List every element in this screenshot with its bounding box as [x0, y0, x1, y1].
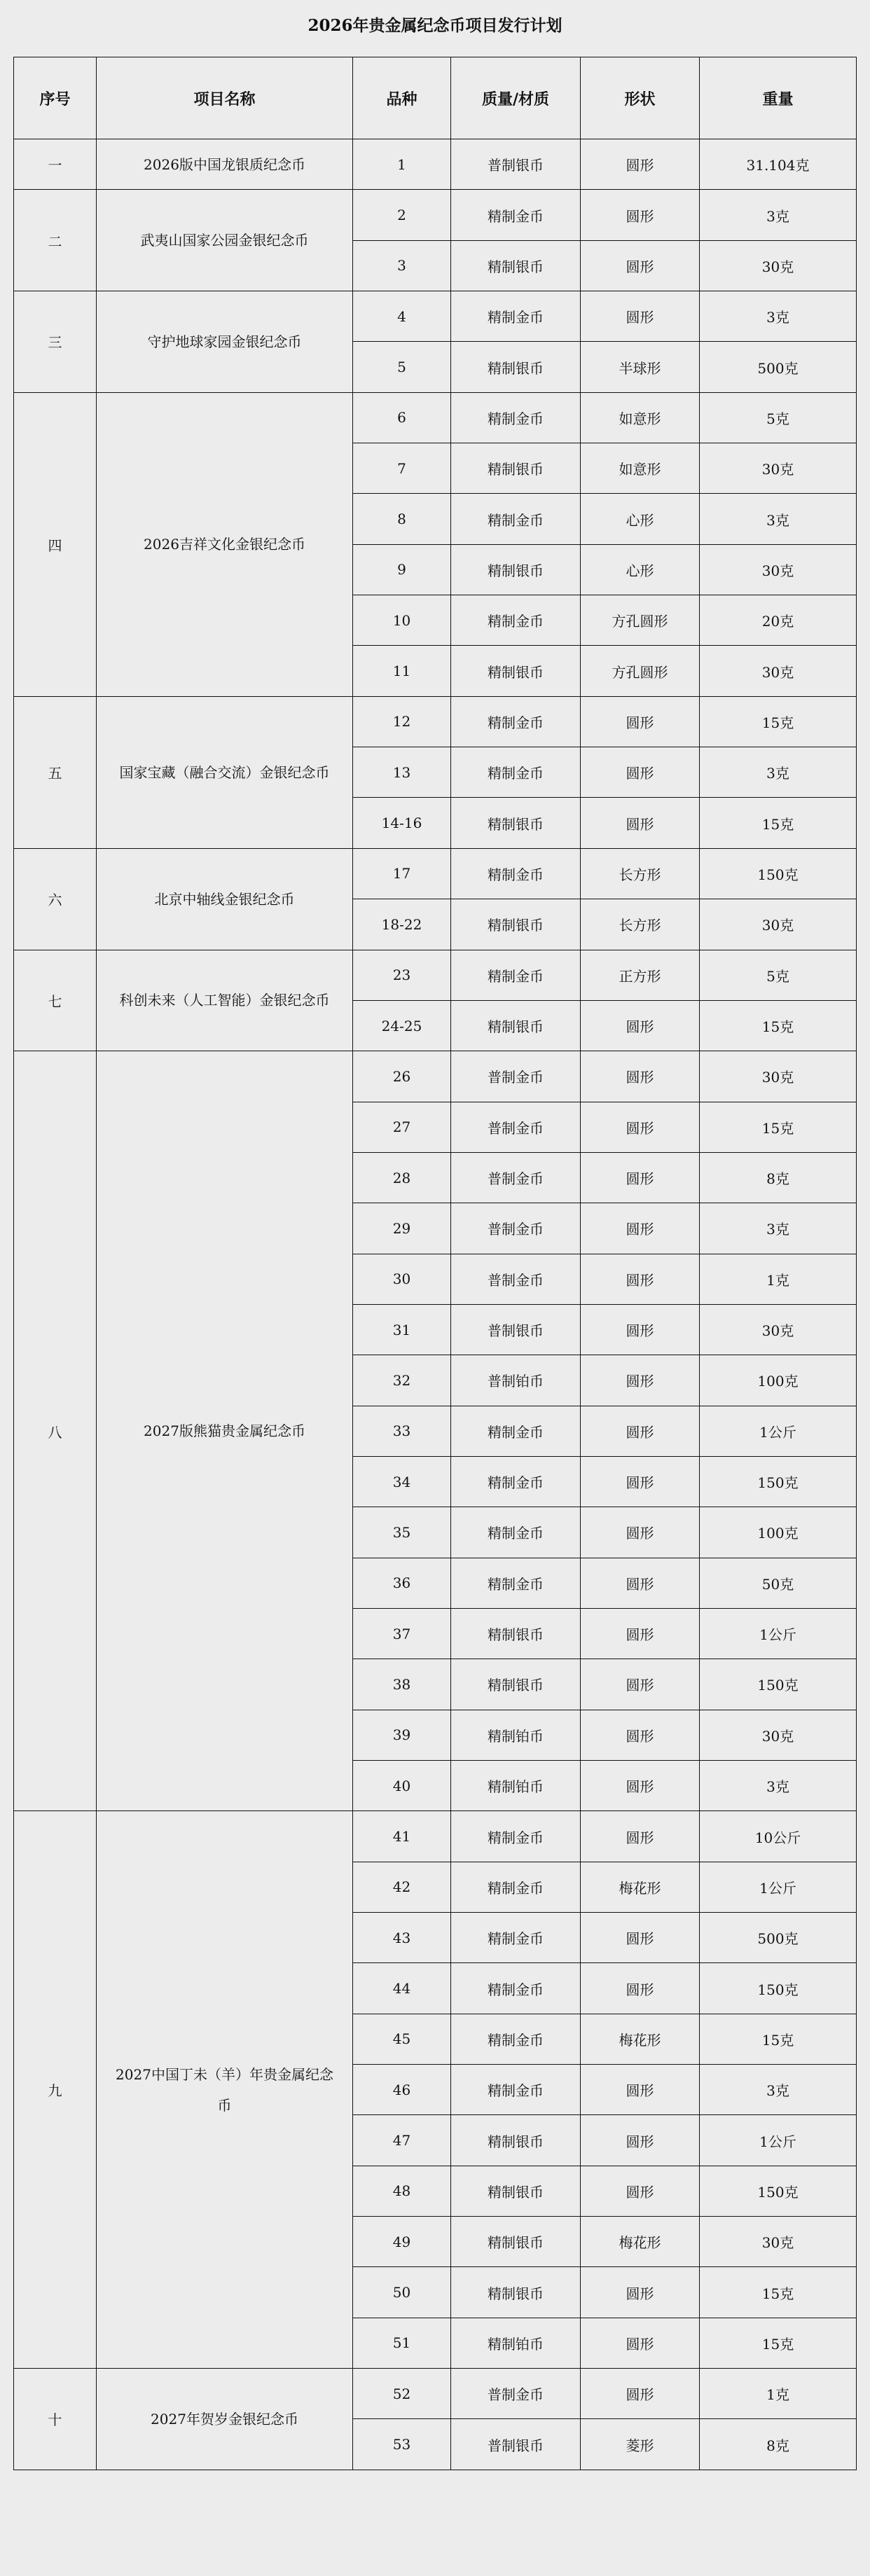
material-cell: 精制金币 [451, 1811, 581, 1862]
shape-cell: 圆形 [581, 240, 700, 291]
weight-cell: 1公斤 [700, 1862, 857, 1912]
weight-cell: 3克 [700, 291, 857, 342]
weight-cell: 8克 [700, 2419, 857, 2470]
material-cell: 精制银币 [451, 1608, 581, 1659]
shape-cell: 心形 [581, 494, 700, 544]
material-cell: 普制金币 [451, 2369, 581, 2419]
shape-cell: 圆形 [581, 798, 700, 848]
shape-cell: 梅花形 [581, 2014, 700, 2064]
variety-cell: 42 [353, 1862, 451, 1912]
variety-cell: 3 [353, 240, 451, 291]
shape-cell: 圆形 [581, 1558, 700, 1608]
weight-cell: 10公斤 [700, 1811, 857, 1862]
weight-cell: 1公斤 [700, 1406, 857, 1456]
material-cell: 精制金币 [451, 2065, 581, 2115]
shape-cell: 圆形 [581, 1507, 700, 1558]
variety-cell: 13 [353, 747, 451, 798]
material-cell: 普制银币 [451, 1304, 581, 1355]
variety-cell: 43 [353, 1913, 451, 1963]
shape-cell: 圆形 [581, 1761, 700, 1811]
weight-cell: 3克 [700, 1203, 857, 1254]
shape-cell: 圆形 [581, 747, 700, 798]
shape-cell: 正方形 [581, 950, 700, 1000]
weight-cell: 1克 [700, 1254, 857, 1304]
weight-cell: 3克 [700, 190, 857, 240]
material-cell: 精制银币 [451, 1659, 581, 1710]
weight-cell: 100克 [700, 1355, 857, 1406]
variety-cell: 27 [353, 1102, 451, 1152]
shape-cell: 菱形 [581, 2419, 700, 2470]
variety-cell: 24-25 [353, 1000, 451, 1051]
material-cell: 普制金币 [451, 1152, 581, 1203]
variety-cell: 8 [353, 494, 451, 544]
header-variety: 品种 [353, 57, 451, 139]
weight-cell: 150克 [700, 2166, 857, 2216]
variety-cell: 47 [353, 2115, 451, 2166]
weight-cell: 15克 [700, 798, 857, 848]
weight-cell: 150克 [700, 848, 857, 899]
shape-cell: 长方形 [581, 848, 700, 899]
shape-cell: 圆形 [581, 1051, 700, 1102]
variety-cell: 10 [353, 595, 451, 646]
variety-cell: 12 [353, 696, 451, 747]
table-row [14, 1811, 857, 1862]
variety-cell: 36 [353, 1558, 451, 1608]
project-index-cell: 九 [14, 1811, 97, 2369]
weight-cell: 5克 [700, 950, 857, 1000]
weight-cell: 3克 [700, 2065, 857, 2115]
variety-cell: 37 [353, 1608, 451, 1659]
shape-cell: 圆形 [581, 1406, 700, 1456]
material-cell: 精制金币 [451, 1456, 581, 1507]
material-cell: 普制金币 [451, 1051, 581, 1102]
variety-cell: 32 [353, 1355, 451, 1406]
project-name-cell: 2027中国丁未（羊）年贵金属纪念币 [97, 1811, 353, 2369]
material-cell: 普制银币 [451, 139, 581, 190]
variety-cell: 51 [353, 2318, 451, 2368]
project-index-cell: 四 [14, 392, 97, 696]
shape-cell: 圆形 [581, 2318, 700, 2368]
table-row [14, 696, 857, 747]
variety-cell: 50 [353, 2267, 451, 2318]
weight-cell: 15克 [700, 2014, 857, 2064]
weight-cell: 31.104克 [700, 139, 857, 190]
material-cell: 精制金币 [451, 494, 581, 544]
shape-cell: 长方形 [581, 899, 700, 950]
variety-cell: 17 [353, 848, 451, 899]
project-name-cell: 北京中轴线金银纪念币 [97, 848, 353, 950]
weight-cell: 3克 [700, 1761, 857, 1811]
variety-cell: 34 [353, 1456, 451, 1507]
shape-cell: 圆形 [581, 1811, 700, 1862]
shape-cell: 方孔圆形 [581, 595, 700, 646]
weight-cell: 30克 [700, 240, 857, 291]
shape-cell: 圆形 [581, 291, 700, 342]
variety-cell: 40 [353, 1761, 451, 1811]
project-name-cell: 科创未来（人工智能）金银纪念币 [97, 950, 353, 1051]
project-index-cell: 二 [14, 190, 97, 291]
issuance-plan-table [13, 57, 857, 2470]
shape-cell: 圆形 [581, 1254, 700, 1304]
project-index-cell: 七 [14, 950, 97, 1051]
shape-cell: 圆形 [581, 1608, 700, 1659]
material-cell: 精制金币 [451, 1406, 581, 1456]
variety-cell: 2 [353, 190, 451, 240]
weight-cell: 15克 [700, 1000, 857, 1051]
variety-cell: 38 [353, 1659, 451, 1710]
material-cell: 精制铂币 [451, 1761, 581, 1811]
shape-cell: 圆形 [581, 1963, 700, 2014]
project-name-cell: 2026吉祥文化金银纪念币 [97, 392, 353, 696]
weight-cell: 30克 [700, 1051, 857, 1102]
project-index-cell: 一 [14, 139, 97, 190]
project-name-cell: 2027年贺岁金银纪念币 [97, 2369, 353, 2470]
weight-cell: 3克 [700, 494, 857, 544]
project-name-cell: 2026版中国龙银质纪念币 [97, 139, 353, 190]
table-body [14, 139, 857, 2470]
variety-cell: 23 [353, 950, 451, 1000]
shape-cell: 圆形 [581, 1152, 700, 1203]
table-row [14, 291, 857, 342]
header-material: 质量/材质 [451, 57, 581, 139]
shape-cell: 圆形 [581, 2115, 700, 2166]
weight-cell: 15克 [700, 2318, 857, 2368]
project-name-cell: 武夷山国家公园金银纪念币 [97, 190, 353, 291]
project-name-cell: 2027版熊猫贵金属纪念币 [97, 1051, 353, 1811]
material-cell: 精制银币 [451, 2217, 581, 2267]
weight-cell: 30克 [700, 1304, 857, 1355]
weight-cell: 500克 [700, 342, 857, 392]
shape-cell: 圆形 [581, 1913, 700, 1963]
material-cell: 普制铂币 [451, 1355, 581, 1406]
weight-cell: 50克 [700, 1558, 857, 1608]
weight-cell: 500克 [700, 1913, 857, 1963]
variety-cell: 5 [353, 342, 451, 392]
weight-cell: 3克 [700, 747, 857, 798]
variety-cell: 4 [353, 291, 451, 342]
header-weight: 重量 [700, 57, 857, 139]
variety-cell: 33 [353, 1406, 451, 1456]
table-header-row [14, 57, 857, 139]
shape-cell: 方孔圆形 [581, 646, 700, 696]
material-cell: 精制银币 [451, 899, 581, 950]
shape-cell: 心形 [581, 544, 700, 595]
project-index-cell: 六 [14, 848, 97, 950]
weight-cell: 150克 [700, 1659, 857, 1710]
variety-cell: 53 [353, 2419, 451, 2470]
material-cell: 精制银币 [451, 2267, 581, 2318]
variety-cell: 18-22 [353, 899, 451, 950]
weight-cell: 30克 [700, 646, 857, 696]
page-title: 2026年贵金属纪念币项目发行计划 [308, 16, 562, 35]
material-cell: 普制金币 [451, 1102, 581, 1152]
variety-cell: 11 [353, 646, 451, 696]
material-cell: 精制金币 [451, 2014, 581, 2064]
variety-cell: 52 [353, 2369, 451, 2419]
shape-cell: 梅花形 [581, 1862, 700, 1912]
shape-cell: 圆形 [581, 1355, 700, 1406]
weight-cell: 30克 [700, 443, 857, 494]
weight-cell: 15克 [700, 696, 857, 747]
shape-cell: 圆形 [581, 1304, 700, 1355]
material-cell: 精制银币 [451, 798, 581, 848]
variety-cell: 48 [353, 2166, 451, 2216]
material-cell: 精制金币 [451, 1558, 581, 1608]
material-cell: 精制铂币 [451, 1710, 581, 1760]
shape-cell: 圆形 [581, 1659, 700, 1710]
variety-cell: 9 [353, 544, 451, 595]
shape-cell: 如意形 [581, 443, 700, 494]
material-cell: 精制金币 [451, 848, 581, 899]
shape-cell: 圆形 [581, 1203, 700, 1254]
material-cell: 普制银币 [451, 2419, 581, 2470]
shape-cell: 圆形 [581, 2369, 700, 2419]
weight-cell: 30克 [700, 2217, 857, 2267]
project-index-cell: 十 [14, 2369, 97, 2470]
shape-cell: 圆形 [581, 1000, 700, 1051]
material-cell: 精制金币 [451, 696, 581, 747]
variety-cell: 14-16 [353, 798, 451, 848]
variety-cell: 31 [353, 1304, 451, 1355]
weight-cell: 150克 [700, 1963, 857, 2014]
material-cell: 精制金币 [451, 747, 581, 798]
material-cell: 精制金币 [451, 392, 581, 443]
material-cell: 精制银币 [451, 342, 581, 392]
material-cell: 精制金币 [451, 190, 581, 240]
shape-cell: 如意形 [581, 392, 700, 443]
weight-cell: 5克 [700, 392, 857, 443]
weight-cell: 30克 [700, 1710, 857, 1760]
material-cell: 精制银币 [451, 443, 581, 494]
shape-cell: 梅花形 [581, 2217, 700, 2267]
weight-cell: 8克 [700, 1152, 857, 1203]
shape-cell: 半球形 [581, 342, 700, 392]
material-cell: 精制金币 [451, 1963, 581, 2014]
material-cell: 精制金币 [451, 595, 581, 646]
header-index: 序号 [14, 57, 97, 139]
table-row [14, 848, 857, 899]
table-row [14, 950, 857, 1000]
shape-cell: 圆形 [581, 696, 700, 747]
weight-cell: 1公斤 [700, 2115, 857, 2166]
material-cell: 普制金币 [451, 1254, 581, 1304]
material-cell: 精制银币 [451, 544, 581, 595]
shape-cell: 圆形 [581, 2065, 700, 2115]
material-cell: 精制金币 [451, 1913, 581, 1963]
weight-cell: 1公斤 [700, 1608, 857, 1659]
project-index-cell: 五 [14, 696, 97, 848]
variety-cell: 30 [353, 1254, 451, 1304]
variety-cell: 49 [353, 2217, 451, 2267]
material-cell: 精制金币 [451, 1862, 581, 1912]
material-cell: 精制银币 [451, 2166, 581, 2216]
header-project-name: 项目名称 [97, 57, 353, 139]
variety-cell: 29 [353, 1203, 451, 1254]
material-cell: 精制铂币 [451, 2318, 581, 2368]
variety-cell: 45 [353, 2014, 451, 2064]
variety-cell: 35 [353, 1507, 451, 1558]
shape-cell: 圆形 [581, 2267, 700, 2318]
weight-cell: 1克 [700, 2369, 857, 2419]
material-cell: 精制银币 [451, 2115, 581, 2166]
variety-cell: 39 [353, 1710, 451, 1760]
project-index-cell: 三 [14, 291, 97, 393]
material-cell: 精制银币 [451, 646, 581, 696]
weight-cell: 15克 [700, 1102, 857, 1152]
project-name-cell: 守护地球家园金银纪念币 [97, 291, 353, 393]
shape-cell: 圆形 [581, 1710, 700, 1760]
project-index-cell: 八 [14, 1051, 97, 1811]
material-cell: 普制金币 [451, 1203, 581, 1254]
material-cell: 精制金币 [451, 950, 581, 1000]
header-shape: 形状 [581, 57, 700, 139]
material-cell: 精制银币 [451, 240, 581, 291]
table-row [14, 139, 857, 190]
shape-cell: 圆形 [581, 1102, 700, 1152]
variety-cell: 44 [353, 1963, 451, 2014]
variety-cell: 46 [353, 2065, 451, 2115]
variety-cell: 26 [353, 1051, 451, 1102]
variety-cell: 7 [353, 443, 451, 494]
material-cell: 精制金币 [451, 291, 581, 342]
variety-cell: 28 [353, 1152, 451, 1203]
weight-cell: 30克 [700, 544, 857, 595]
variety-cell: 1 [353, 139, 451, 190]
variety-cell: 41 [353, 1811, 451, 1862]
weight-cell: 30克 [700, 899, 857, 950]
project-name-cell: 国家宝藏（融合交流）金银纪念币 [97, 696, 353, 848]
weight-cell: 20克 [700, 595, 857, 646]
shape-cell: 圆形 [581, 139, 700, 190]
material-cell: 精制金币 [451, 1507, 581, 1558]
weight-cell: 15克 [700, 2267, 857, 2318]
material-cell: 精制银币 [451, 1000, 581, 1051]
shape-cell: 圆形 [581, 190, 700, 240]
variety-cell: 6 [353, 392, 451, 443]
weight-cell: 100克 [700, 1507, 857, 1558]
shape-cell: 圆形 [581, 2166, 700, 2216]
table-row [14, 392, 857, 443]
table-row [14, 190, 857, 240]
table-row [14, 1051, 857, 1102]
table-row [14, 2369, 857, 2419]
weight-cell: 150克 [700, 1456, 857, 1507]
shape-cell: 圆形 [581, 1456, 700, 1507]
